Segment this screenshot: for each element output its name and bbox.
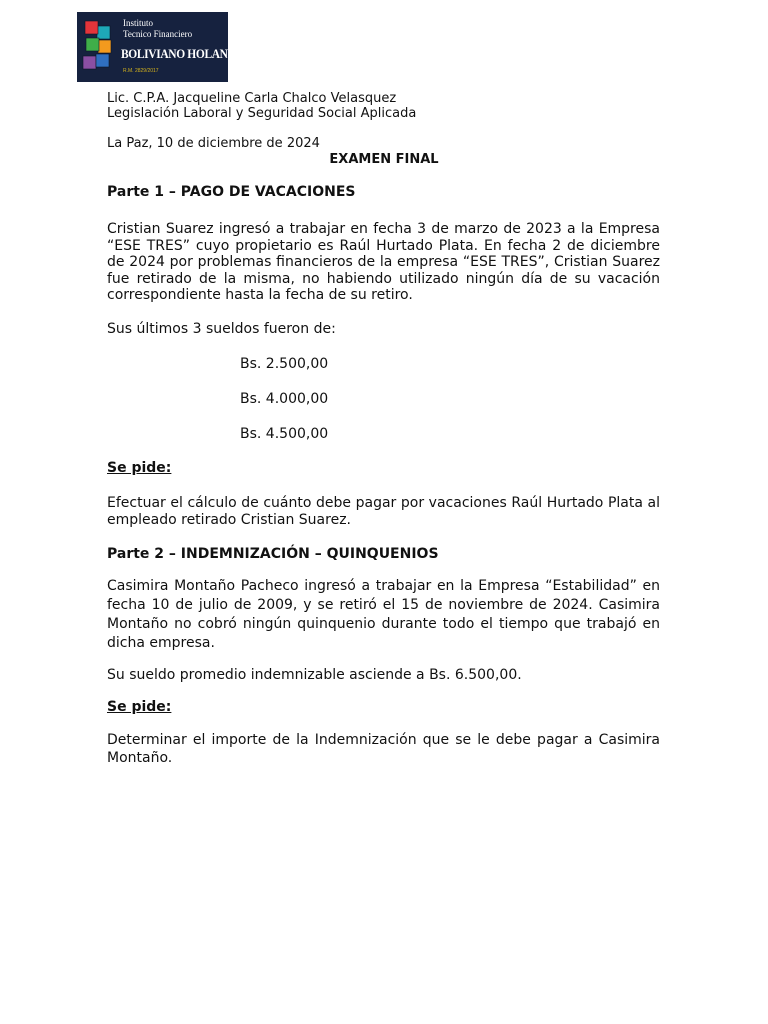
salary-amount-3: Bs. 4.500,00 [240,426,329,442]
course-name: Legislación Laboral y Seguridad Social Aplicada [107,106,417,121]
logo-line-1: Instituto [123,18,154,28]
salary-amount-1: Bs. 2.500,00 [240,356,329,372]
part1-paragraph: Cristian Suarez ingresó a trabajar en fecha 3 de marzo de 2023 a la Empresa “ESE TRES” cuyo propietario es Raúl Hurtado Plata. En fecha 2 de diciembre de 2024 por problemas financieros de la empresa “ESE TRES”, Cristian Suarez fue retirado de la misma, no habiendo utilizado ningún día de su vacación correspondiente hasta la fecha de su retiro. [107,221,660,303]
salaries-intro: Sus últimos 3 sueldos fueron de: [107,321,336,337]
cubes-icon [77,12,123,82]
part2-salary: Su sueldo promedio indemnizable asciende a Bs. 6.500,00. [107,667,522,683]
salary-amount-2: Bs. 4.000,00 [240,391,329,407]
logo-registration: R.M. 2829/2017 [123,68,159,74]
logo-brand: BOLIVIANO HOLANDES [121,47,249,61]
part2-paragraph: Casimira Montaño Pacheco ingresó a trabajar en la Empresa “Estabilidad” en fecha 10 de julio de 2009, y se retiró el 15 de noviembre de 2024. Casimira Montaño no cobró ningún quinquenio durante todo el tiempo que trabajó en dicha empresa. [107,578,660,651]
part2-request: Determinar el importe de la Indemnización que se le debe pagar a Casimira Montaño. [107,732,660,766]
logo-line-2: Tecnico Financiero [123,29,193,39]
author-name: Lic. C.P.A. Jacqueline Carla Chalco Velasquez [107,91,397,106]
part2-heading: Parte 2 – INDEMNIZACIÓN – QUINQUENIOS [107,546,439,562]
exam-title: EXAMEN FINAL [329,152,439,167]
part1-request-label: Se pide: [107,460,172,476]
part2-request-label: Se pide: [107,699,172,715]
part1-request: Efectuar el cálculo de cuánto debe pagar por vacaciones Raúl Hurtado Plata al empleado retirado Cristian Suarez. [107,495,660,528]
institute-logo [77,12,249,82]
part1-heading: Parte 1 – PAGO DE VACACIONES [107,184,356,200]
exam-date: La Paz, 10 de diciembre de 2024 [107,136,320,151]
